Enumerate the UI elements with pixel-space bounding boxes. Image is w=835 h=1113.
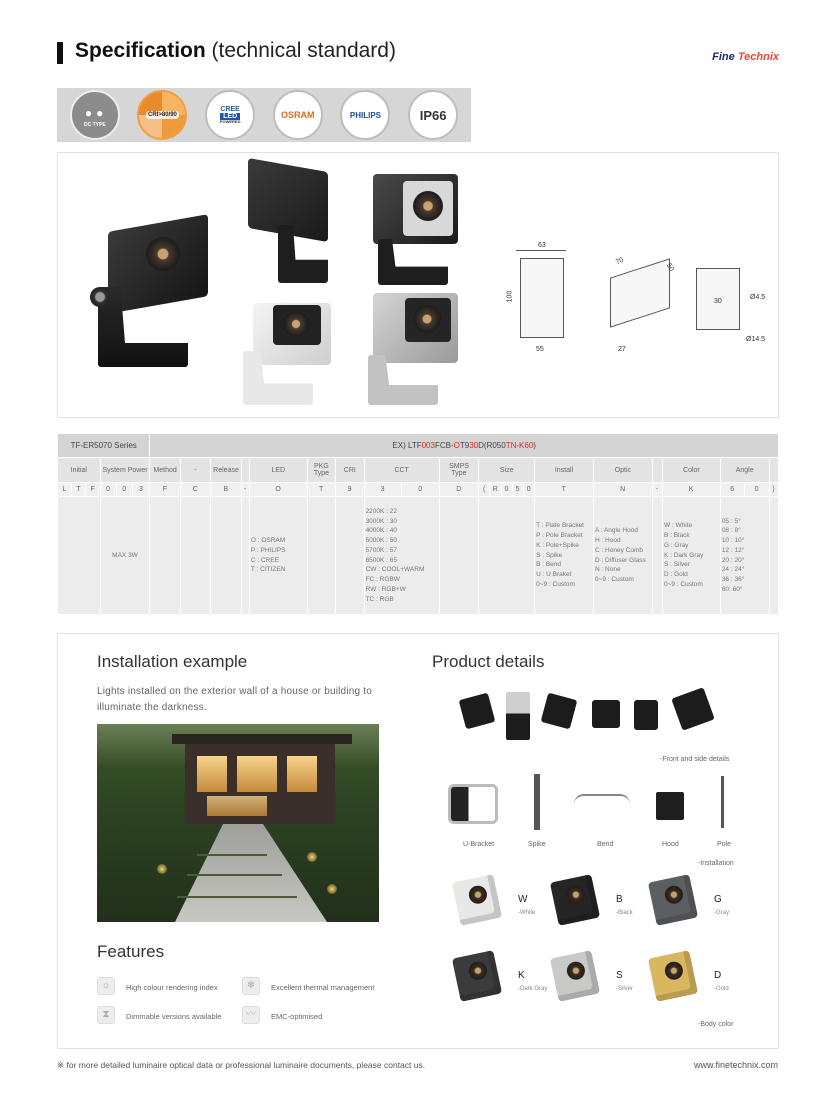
option-item: C : CREE [250, 556, 280, 564]
bend-label: Bend [597, 841, 614, 848]
code-cri: 9 [336, 483, 364, 497]
body-color-caption: -Body color [698, 1021, 734, 1028]
product-image-silver [363, 293, 463, 408]
cree-mid: LED [220, 113, 241, 120]
lens-icon [663, 960, 684, 981]
footer-url: www.finetechnix.com [693, 1060, 778, 1070]
header-cct: CCT [364, 458, 439, 483]
option-item: S : Spike [536, 551, 563, 559]
option-item: T : CITIZEN [250, 566, 286, 574]
dc-type-badge [70, 90, 120, 140]
lens-icon [565, 884, 586, 905]
spec-code-row [58, 483, 779, 497]
logo-text-technix: Technix [737, 51, 779, 63]
header-method: Method [150, 458, 180, 483]
dim-30: 30 [714, 298, 722, 305]
option-item: 6500K : 65 [365, 556, 398, 564]
dim-height-100: 100 [506, 290, 514, 303]
hood-image [656, 792, 684, 820]
series-name: TF-ER5070 Series [58, 434, 150, 458]
detail-thumb-2 [506, 692, 530, 740]
code-power-1: 0 [100, 483, 116, 497]
options-size [479, 497, 535, 615]
color-swatch-lamp [452, 950, 502, 1002]
header-smps-type: SMPS Type [439, 458, 479, 483]
code-sep-1: - [241, 483, 249, 497]
detail-thumb-1 [459, 693, 496, 730]
code-size-4: 5 [512, 483, 523, 497]
color-code-letter: K [518, 970, 525, 981]
option-item: 2200K : 22 [365, 507, 398, 515]
option-item: K : Pole+Spike [536, 541, 579, 549]
product-image-main [86, 223, 216, 373]
logo-text-fine: Fine [712, 51, 738, 63]
option-item: N : None [594, 566, 621, 574]
product-image-white [233, 303, 333, 408]
option-item: S : Silver [663, 561, 690, 569]
code-angle-1: 6 [720, 483, 744, 497]
dc-dots-icon: ●● [84, 106, 108, 120]
color-swatch-lamp [648, 950, 698, 1002]
header-color: Color [662, 458, 720, 483]
product-image-black-rear [238, 165, 338, 285]
option-item: 05 : 5° [721, 517, 741, 525]
options-cri [336, 497, 364, 615]
options-dash [180, 497, 210, 615]
dim-27: 27 [618, 346, 626, 353]
detail-thumb-3 [541, 693, 578, 730]
option-item: 0~9 : Custom [663, 580, 703, 588]
installation-caption: -Installation [698, 860, 734, 867]
options-method [150, 497, 180, 615]
code-size-3: 0 [501, 483, 512, 497]
spec-title-row [58, 434, 779, 458]
option-item: O : OSRAM [250, 537, 286, 544]
options-cct [364, 497, 439, 615]
cree-logo [220, 106, 241, 124]
dimmer-icon: ⧗ [97, 1006, 115, 1024]
code-release: B [211, 483, 241, 497]
code-initial-1: L [58, 483, 72, 497]
options-install [535, 497, 594, 615]
option-item: RW : RGB+W [365, 585, 406, 593]
lightbulb-icon: ☼ [97, 977, 115, 995]
color-name: -Gold [714, 986, 729, 992]
lens-icon [467, 960, 488, 981]
cree-top: CREE [220, 106, 240, 113]
cree-bottom: POWERED [219, 119, 241, 124]
options-smps [439, 497, 479, 615]
title-subtitle: (technical standard) [211, 39, 396, 62]
installation-text: Lights installed on the exterior wall of a house or building to illuminate the darkness. [97, 686, 372, 713]
option-item: 12 : 12° [721, 546, 745, 554]
front-side-caption: -Front and side details [660, 756, 730, 763]
iso-view-shape [610, 258, 670, 327]
feature-dimmable: Dimmable versions available [126, 1012, 222, 1021]
code-angle-2: 0 [745, 483, 769, 497]
option-item: 5000K : 50 [365, 537, 398, 544]
dimension-drawings [498, 238, 768, 358]
dim-70: 70 [614, 256, 625, 267]
header-angle: Angle [720, 458, 769, 483]
code-cct-2: 0 [402, 483, 440, 497]
title-accent-bar [57, 42, 63, 64]
option-item: P : Pole Bracket [536, 532, 583, 540]
feature-emc: EMC-optimised [271, 1012, 323, 1021]
dim-dia-14-5: Ø14.5 [746, 336, 766, 343]
hood-label: Hood [662, 841, 679, 848]
option-item: 60: 60° [721, 585, 743, 593]
option-item: K : Dark Gray [663, 551, 704, 559]
header-pkg-type: PKG Type [307, 458, 335, 483]
dim-width-63: 63 [538, 242, 546, 249]
color-code-letter: S [616, 970, 623, 981]
spike-label: Spike [528, 841, 546, 848]
ip66-badge [408, 90, 458, 140]
options-pkg [307, 497, 335, 615]
cri-badge [137, 90, 187, 140]
code-size-1: ( [479, 483, 490, 497]
page-title [75, 39, 396, 63]
color-name: -Gray [714, 910, 729, 916]
header-led: LED [249, 458, 307, 483]
options-initial [58, 497, 101, 615]
u-bracket-label: U-Bracket [463, 841, 495, 848]
option-item: A : Angle Hood [594, 527, 638, 535]
options-color [662, 497, 720, 615]
color-swatch-lamp [648, 874, 698, 926]
dim-dia-4-5: Ø4.5 [750, 294, 766, 301]
color-name: -Silver [616, 986, 634, 992]
certification-badges [57, 88, 471, 142]
product-details-heading: Product details [432, 652, 545, 671]
code-sep-2: - [652, 483, 662, 497]
code-power-3: 3 [133, 483, 150, 497]
option-item: B : Bend [536, 561, 561, 569]
dim-50: 50 [664, 262, 675, 273]
pole-label: Pole [717, 841, 732, 848]
osram-label: OSRAM [281, 110, 315, 120]
philips-badge [340, 90, 390, 140]
thermal-icon: ❄ [242, 977, 260, 995]
dc-label: DC TYPE [83, 122, 106, 128]
installation-photo [97, 724, 379, 922]
example-code: EX) LTF003FCB-OT930D(R050TN-K60) [150, 434, 779, 458]
option-item: 4000K : 40 [365, 527, 398, 535]
color-code-letter: B [616, 894, 623, 905]
spec-code-table [57, 433, 779, 615]
page-header [57, 38, 779, 68]
header-cri: CRI [336, 458, 364, 483]
option-item: T : Plate Bracket [536, 522, 584, 530]
options-release [211, 497, 241, 615]
title-bold: Specification [75, 39, 206, 62]
color-code-letter: G [714, 894, 722, 905]
color-swatch-lamp [452, 874, 502, 926]
code-close: ) [769, 483, 778, 497]
option-item: 20 : 20° [721, 556, 745, 564]
options-led [249, 497, 307, 615]
code-smps: D [439, 483, 479, 497]
color-code-letter: D [714, 970, 722, 981]
spec-header-row [58, 458, 779, 483]
option-item: 5700K : 57 [365, 546, 398, 554]
options-angle [720, 497, 769, 615]
header-size: Size [479, 458, 535, 483]
details-panel [57, 633, 779, 1049]
dim-line-63 [516, 250, 566, 251]
color-code-letter: W [518, 894, 528, 905]
detail-thumb-5 [634, 700, 658, 730]
code-size-5: 0 [523, 483, 534, 497]
option-item: 08 : 8° [721, 527, 741, 535]
option-item: U : U Braket [536, 571, 572, 579]
option-item: 0~9 : Custom [536, 580, 575, 588]
bend-image [574, 794, 630, 814]
code-optic: N [593, 483, 652, 497]
emc-icon: 〰 [242, 1006, 260, 1024]
header-release: Release [211, 458, 241, 483]
color-name: -White [518, 910, 536, 916]
cree-badge [205, 90, 255, 140]
detail-thumb-6 [671, 687, 715, 731]
header-optic: Optic [593, 458, 652, 483]
feature-thermal: Excellent thermal management [271, 983, 375, 992]
cri-label: CRI>80/90 [148, 112, 177, 118]
ip66-label: IP66 [419, 107, 447, 123]
lens-icon [467, 884, 488, 905]
header-dash: - [180, 458, 210, 483]
code-initial-3: F [86, 483, 100, 497]
option-item: 3000K : 30 [365, 517, 398, 525]
product-image-black-front [368, 169, 468, 289]
lens-icon [565, 960, 586, 981]
option-item: 10 : 10° [721, 537, 745, 544]
code-size-2: R [490, 483, 501, 497]
side-view-shape [520, 258, 564, 338]
code-install: T [535, 483, 594, 497]
feature-cri: High colour rendering index [126, 983, 218, 992]
product-image-panel [57, 152, 779, 418]
dim-width-55: 55 [536, 346, 544, 353]
option-item: C : Honey Comb [594, 546, 643, 554]
installation-heading: Installation example [97, 652, 248, 671]
option-item: 24 : 24° [721, 566, 745, 574]
color-swatch-lamp [550, 950, 600, 1002]
osram-badge [273, 90, 323, 140]
color-name: -Dark Gray [518, 986, 548, 992]
header-system-power: System Power [100, 458, 150, 483]
code-pkg: T [307, 483, 335, 497]
spec-options-row [58, 497, 779, 615]
option-item: D : Diffuser Glass [594, 556, 646, 564]
code-power-2: 0 [116, 483, 132, 497]
color-name: -Black [616, 910, 633, 916]
code-color: K [662, 483, 720, 497]
option-item: 36 : 36° [721, 576, 745, 583]
option-item: TC : RGB [365, 595, 394, 603]
option-item: H : Hood [594, 537, 621, 544]
option-item: D : Gold [663, 571, 688, 579]
option-item: FC : RGBW [365, 576, 400, 583]
option-item: 0~9 : Custom [594, 576, 634, 583]
option-item: G : Gray [663, 541, 689, 549]
pole-image [721, 776, 724, 828]
code-initial-2: T [72, 483, 86, 497]
code-led: O [249, 483, 307, 497]
brand-logo [712, 51, 779, 63]
option-item: W : White [663, 522, 693, 530]
option-item: B : Black [663, 532, 690, 540]
options-power: MAX 3W [100, 497, 150, 615]
code-method: F [150, 483, 180, 497]
lens-icon [663, 884, 684, 905]
option-item: CW : COOL+WARM [365, 566, 425, 574]
features-heading: Features [97, 942, 165, 961]
detail-thumb-4 [592, 700, 620, 728]
code-cct-1: 3 [364, 483, 402, 497]
option-item: P : PHILIPS [250, 546, 286, 554]
header-initial: Initial [58, 458, 101, 483]
u-bracket-image [448, 784, 498, 824]
header-install: Install [535, 458, 594, 483]
spike-image [534, 774, 540, 830]
philips-label: PHILIPS [349, 110, 382, 120]
footer-note: ※ for more detailed luminaire optical data or professional luminaire documents, please contact us. [57, 1060, 426, 1070]
code-dash: C [180, 483, 210, 497]
color-swatch-lamp [550, 874, 600, 926]
options-optic [593, 497, 652, 615]
